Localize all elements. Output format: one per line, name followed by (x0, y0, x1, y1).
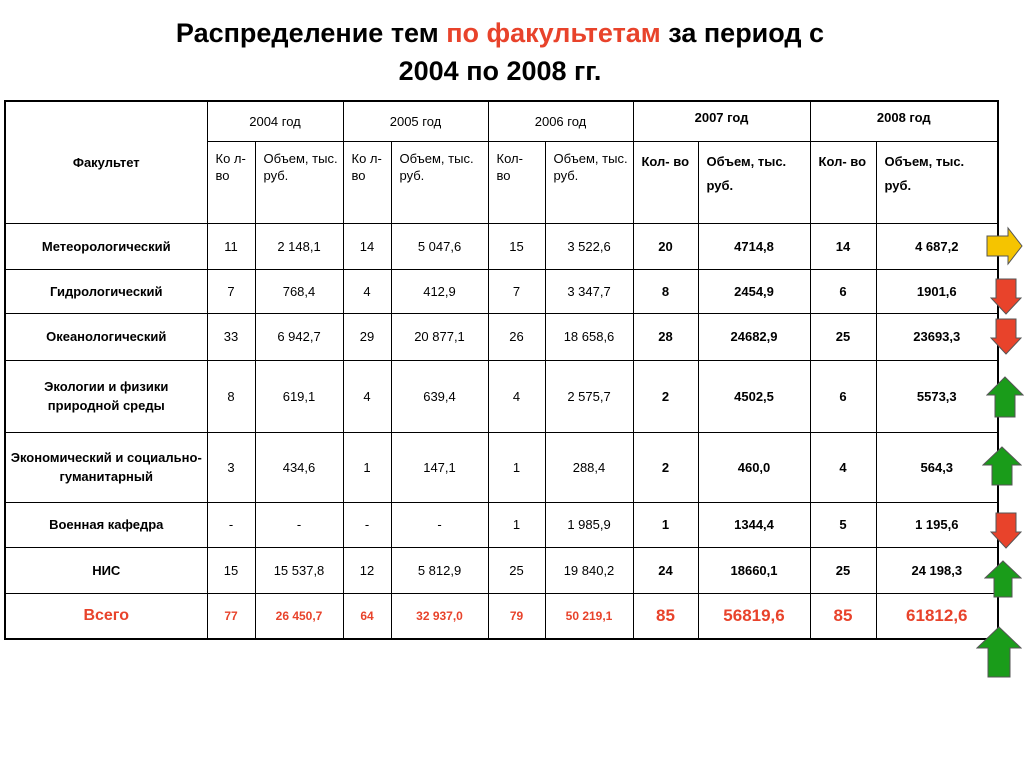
arrow-right-icon (986, 226, 1024, 266)
arrow-down-icon (990, 512, 1022, 550)
title-highlight: по факультетам (446, 18, 661, 48)
cell: 11 (207, 223, 255, 269)
table-row (5, 547, 998, 593)
cell: 14 (343, 223, 391, 269)
cell: 2 (633, 360, 698, 432)
cell: 3 (207, 432, 255, 502)
cell: - (255, 502, 343, 547)
cell: 4 (488, 360, 545, 432)
row-faculty-name: Экологии и физики природной среды (5, 360, 207, 432)
table-row (5, 360, 998, 432)
cell: 24 (633, 547, 698, 593)
cell: 12 (343, 547, 391, 593)
header-volume-2004: Объем, тыс. руб. (255, 141, 343, 223)
arrow-up-icon (984, 560, 1022, 598)
title-line2: 2004 по 2008 гг. (398, 56, 602, 86)
cell: 8 (633, 269, 698, 313)
arrow-up-icon (986, 376, 1024, 418)
cell: 15 537,8 (255, 547, 343, 593)
cell: 85 (633, 593, 698, 639)
cell: 2454,9 (698, 269, 810, 313)
cell: 50 219,1 (545, 593, 633, 639)
cell: 4502,5 (698, 360, 810, 432)
cell: 79 (488, 593, 545, 639)
cell: 6 (810, 269, 876, 313)
row-faculty-name: Гидрологический (5, 269, 207, 313)
trend-down-shape (991, 513, 1021, 548)
cell: 5573,3 (876, 360, 998, 432)
table-row (5, 313, 998, 360)
trend-down-shape (991, 319, 1021, 354)
cell: 8 (207, 360, 255, 432)
cell: 7 (207, 269, 255, 313)
cell: 4714,8 (698, 223, 810, 269)
header-count-2006: Кол- во (488, 141, 545, 223)
cell: 56819,6 (698, 593, 810, 639)
table-row (5, 223, 998, 269)
cell: 619,1 (255, 360, 343, 432)
cell: 1901,6 (876, 269, 998, 313)
cell: 4 687,2 (876, 223, 998, 269)
cell: 1 195,6 (876, 502, 998, 547)
cell: 4 (810, 432, 876, 502)
cell: 25 (810, 547, 876, 593)
header-volume-2006: Объем, тыс. руб. (545, 141, 633, 223)
cell: 18 658,6 (545, 313, 633, 360)
cell: 15 (488, 223, 545, 269)
cell: 85 (810, 593, 876, 639)
header-count-2005: Ко л- во (343, 141, 391, 223)
header-years-row (5, 101, 998, 141)
cell: 15 (207, 547, 255, 593)
total-row (5, 593, 998, 639)
row-faculty-name: Метеорологический (5, 223, 207, 269)
cell: 26 (488, 313, 545, 360)
cell: 564,3 (876, 432, 998, 502)
header-year-2004: 2004 год (207, 101, 343, 141)
cell: - (207, 502, 255, 547)
header-year-2007: 2007 год (633, 101, 810, 141)
cell: 147,1 (391, 432, 488, 502)
row-faculty-name: НИС (5, 547, 207, 593)
table-row (5, 269, 998, 313)
header-volume-2007: Объем, тыс. руб. (698, 141, 810, 223)
cell: 1 (488, 502, 545, 547)
table-row (5, 432, 998, 502)
header-year-2005: 2005 год (343, 101, 488, 141)
cell: 64 (343, 593, 391, 639)
cell: 6 (810, 360, 876, 432)
row-faculty-name: Военная кафедра (5, 502, 207, 547)
cell: 28 (633, 313, 698, 360)
cell: 3 347,7 (545, 269, 633, 313)
cell: - (391, 502, 488, 547)
cell: 24 198,3 (876, 547, 998, 593)
table-row (5, 502, 998, 547)
cell: 768,4 (255, 269, 343, 313)
cell: 639,4 (391, 360, 488, 432)
cell: 1 985,9 (545, 502, 633, 547)
cell: 2 (633, 432, 698, 502)
cell: 4 (343, 360, 391, 432)
cell: 1 (633, 502, 698, 547)
cell: 20 (633, 223, 698, 269)
header-count-2004: Ко л- во (207, 141, 255, 223)
cell: 61812,6 (876, 593, 998, 639)
title-part2: за период с (660, 18, 825, 48)
trend-up-shape (983, 447, 1021, 485)
cell: 25 (810, 313, 876, 360)
cell: 7 (488, 269, 545, 313)
faculty-topics-table (4, 100, 999, 640)
header-faculty: Факультет (5, 101, 207, 223)
cell: 20 877,1 (391, 313, 488, 360)
cell: 5 (810, 502, 876, 547)
page-title (60, 14, 940, 90)
cell: 1 (343, 432, 391, 502)
cell: 26 450,7 (255, 593, 343, 639)
header-volume-2005: Объем, тыс. руб. (391, 141, 488, 223)
cell: 24682,9 (698, 313, 810, 360)
header-volume-2008: Объем, тыс. руб. (876, 141, 998, 223)
cell: 6 942,7 (255, 313, 343, 360)
cell: 5 047,6 (391, 223, 488, 269)
row-faculty-name: Океанологический (5, 313, 207, 360)
trend-up-shape (977, 627, 1021, 677)
header-year-2008: 2008 год (810, 101, 998, 141)
row-faculty-name: Всего (5, 593, 207, 639)
row-faculty-name: Экономический и социально-гуманитарный (5, 432, 207, 502)
cell: 5 812,9 (391, 547, 488, 593)
cell: 3 522,6 (545, 223, 633, 269)
cell: 32 937,0 (391, 593, 488, 639)
cell: 1344,4 (698, 502, 810, 547)
cell: 33 (207, 313, 255, 360)
cell: - (343, 502, 391, 547)
cell: 2 148,1 (255, 223, 343, 269)
cell: 29 (343, 313, 391, 360)
title-part1: Распределение тем (175, 18, 447, 48)
cell: 412,9 (391, 269, 488, 313)
cell: 460,0 (698, 432, 810, 502)
cell: 2 575,7 (545, 360, 633, 432)
cell: 4 (343, 269, 391, 313)
trend-up-shape (987, 377, 1023, 417)
cell: 1 (488, 432, 545, 502)
header-year-2006: 2006 год (488, 101, 633, 141)
trend-down-shape (991, 279, 1021, 314)
arrow-up-icon (982, 446, 1022, 486)
cell: 14 (810, 223, 876, 269)
cell: 434,6 (255, 432, 343, 502)
trend-flat-shape (987, 228, 1022, 264)
arrow-down-icon (990, 318, 1022, 356)
cell: 77 (207, 593, 255, 639)
trend-up-shape (985, 561, 1021, 597)
cell: 25 (488, 547, 545, 593)
arrow-up-icon (976, 626, 1022, 678)
cell: 23693,3 (876, 313, 998, 360)
header-count-2007: Кол- во (633, 141, 698, 223)
cell: 288,4 (545, 432, 633, 502)
cell: 19 840,2 (545, 547, 633, 593)
arrow-down-icon (990, 278, 1022, 316)
header-count-2008: Кол- во (810, 141, 876, 223)
cell: 18660,1 (698, 547, 810, 593)
